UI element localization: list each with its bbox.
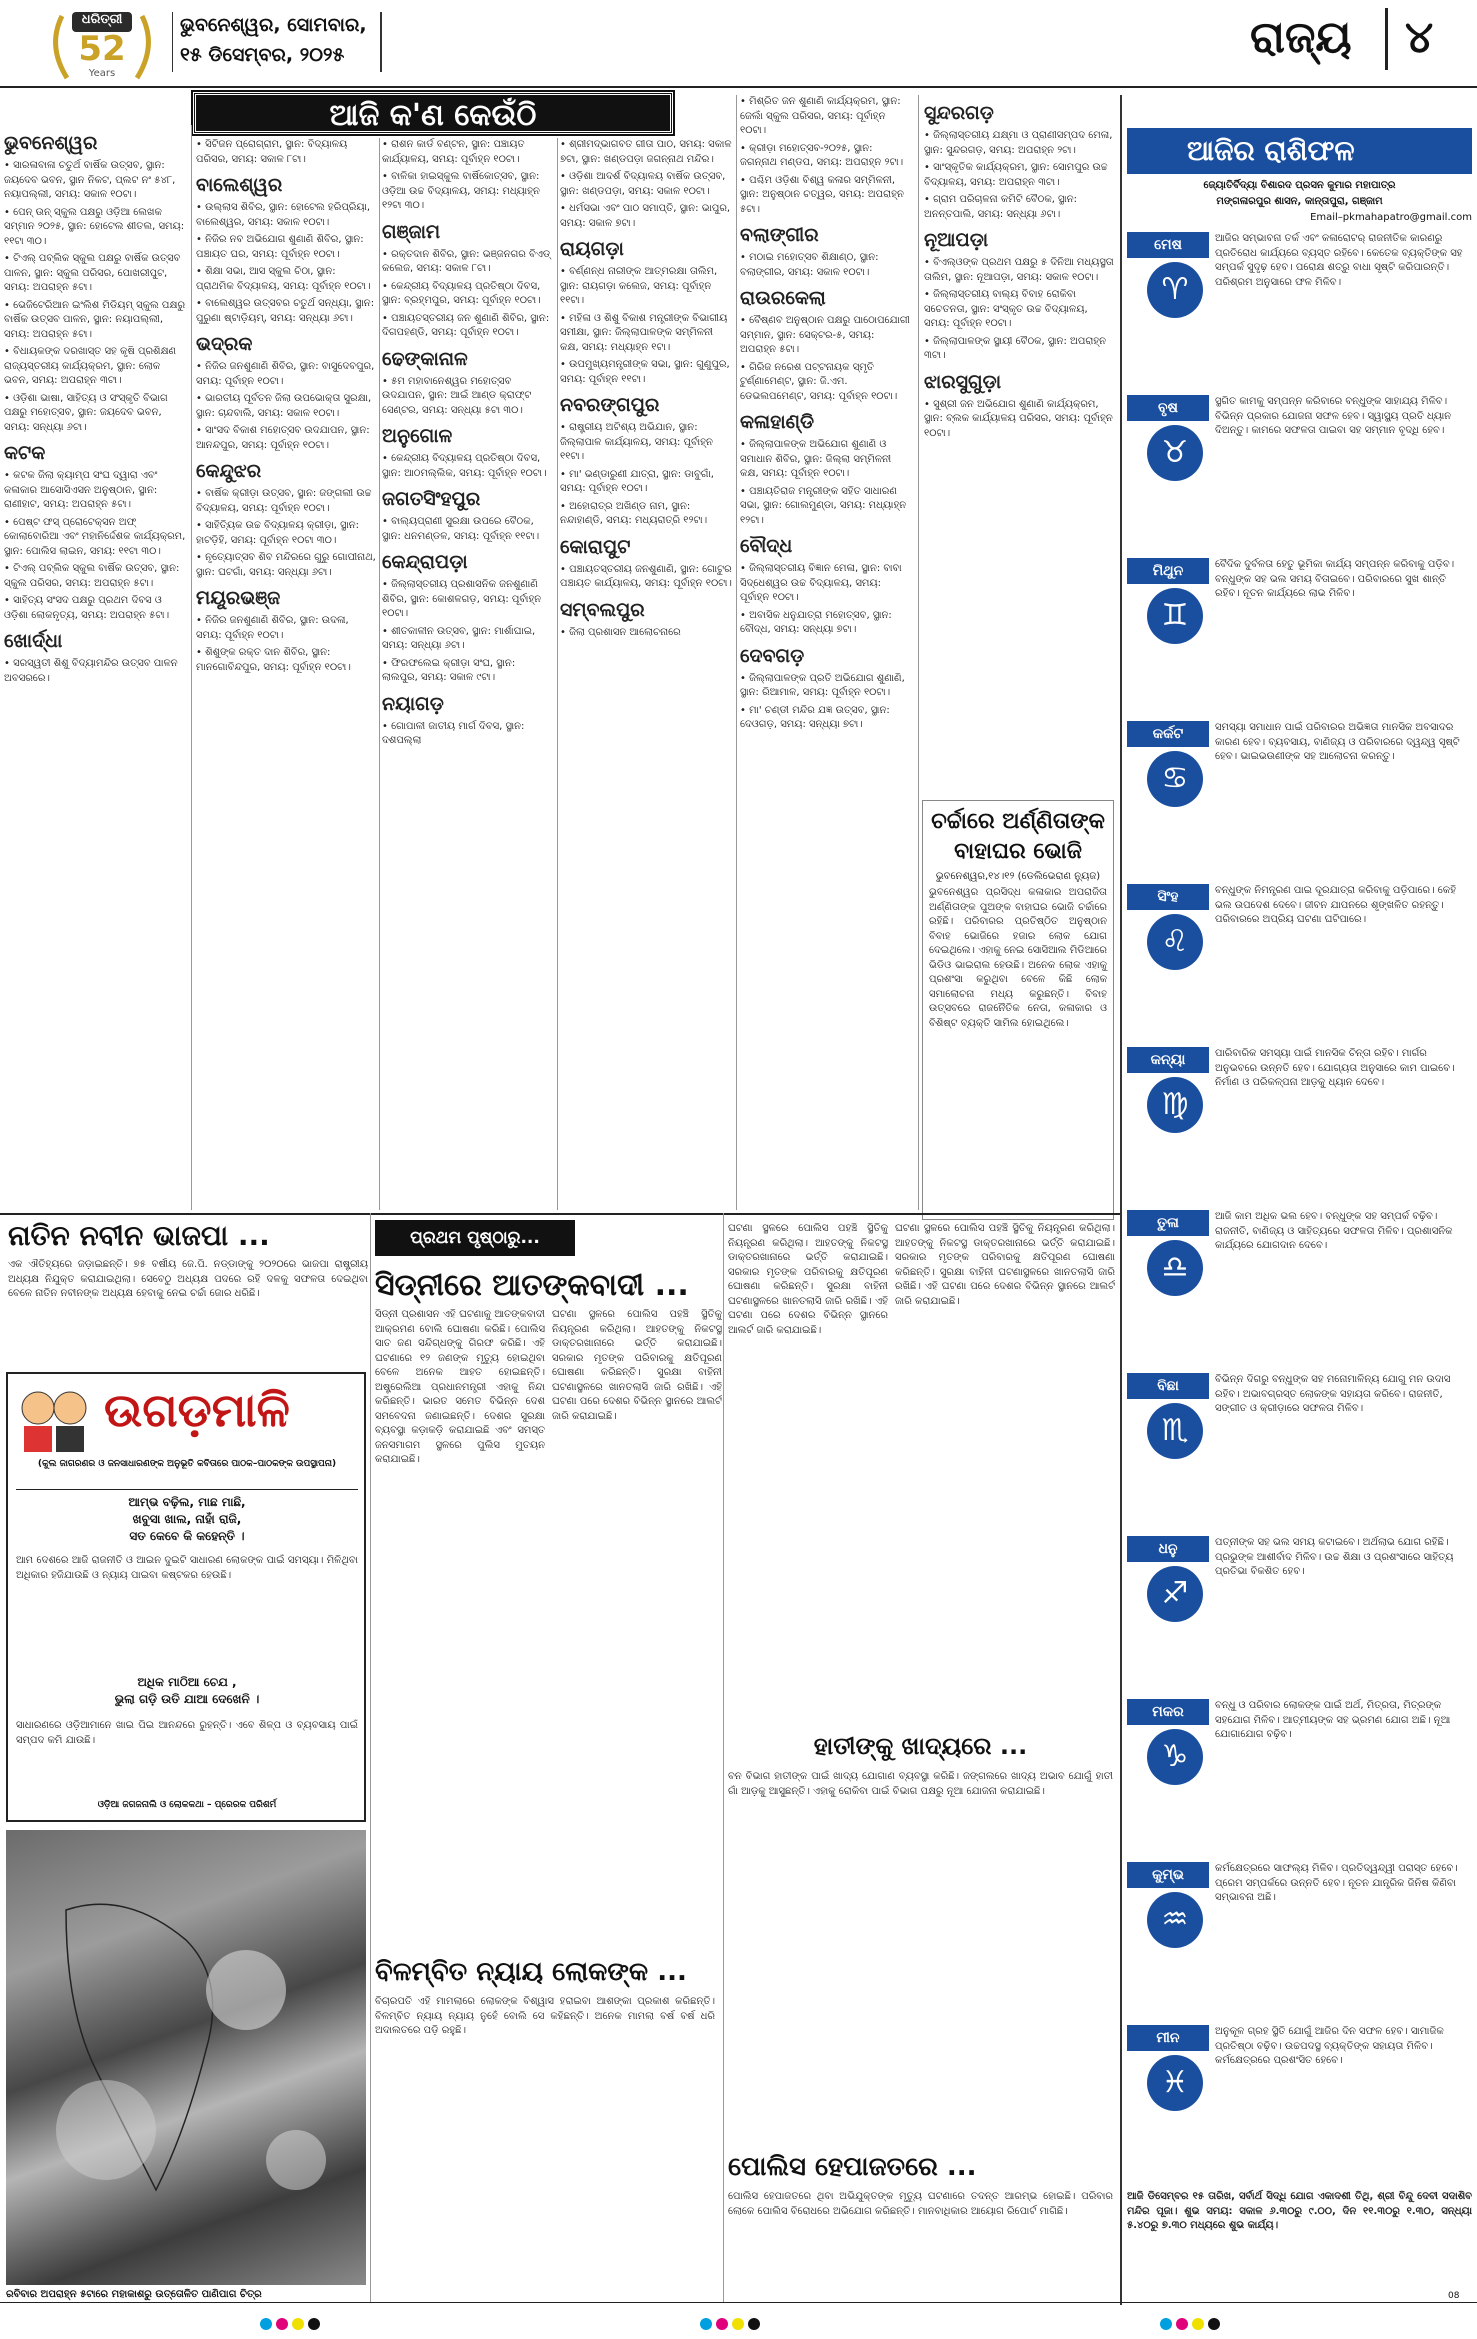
event-entry: • ସିଟିଜନ ପ୍ରୋଗ୍ରାମ, ସ୍ଥାନ: ବିଦ୍ୟାଳୟ ପରିସର, ସମୟ: ସକାଳ ୮ଟା।	[196, 138, 376, 167]
registration-mark	[732, 2318, 744, 2330]
event-entry: • ଜିଲ୍ଲାସ୍ତରୀୟ ପ୍ରଶାସନିକ ଜନଶୁଣାଣି ଶିବିର, ସ୍ଥାନ: କୋଶଳଗଡ଼, ସମୟ: ପୂର୍ବାହ୍ନ ୧୦ଟା।	[382, 578, 554, 622]
event-entry: • ଜିଲା ପ୍ରଶାସନ ଆଲୋଚନାରେ	[560, 626, 732, 641]
weather-map-icon	[6, 1830, 366, 2285]
district-title: ରାୟଗଡ଼ା	[560, 238, 624, 260]
zodiac-icon: ♊	[1147, 588, 1203, 644]
district-title: ଗଞ୍ଜାମ	[382, 220, 441, 243]
event-entry: • ନିଜିର ଜନଶୁଣାଣି ଶିବିର, ସ୍ଥାନ: ଉଦଳା, ସମୟ: ପୂର୍ବାହ୍ନ ୧୦ଟା।	[196, 614, 376, 643]
rashi-row	[1127, 1536, 1472, 1693]
registration-mark	[1208, 2318, 1220, 2330]
footer-page-number: 08	[1448, 2291, 1460, 2301]
event-entry: • ପଞ୍ଚାୟତସ୍ତରୀୟ ଜନ ଶୁଣାଣି ଶିବିର, ସ୍ଥାନ: ଦିଗପହଣ୍ଡି, ସମୟ: ପୂର୍ବାହ୍ନ ୧୦ଟା।	[382, 312, 554, 341]
registration-mark	[1176, 2318, 1188, 2330]
event-entry: • ଜିଲ୍ଲାପାଳଙ୍କ ଅଭିଯୋଗ ଶୁଣାଣି ଓ ସମାଧାନ ଶିବିର, ସ୍ଥାନ: ଜିଲ୍ଲା ସମ୍ମିଳନୀ କକ୍ଷ, ସମୟ: ପୂର୍ବାହ୍ନ ୧୦ଟା।	[740, 438, 912, 482]
cartoon-image	[14, 1380, 94, 1454]
story-mid-col: ଘଟଣା ସ୍ଥଳରେ ପୋଲିସ ପହଞ୍ଚି ସ୍ଥିତିକୁ ନିୟନ୍ତ୍ରଣ କରିଥିଲା। ଆହତଙ୍କୁ ନିକଟସ୍ଥ ଡାକ୍ତରଖାନାରେ ଭର୍ତ୍ତି କରାଯାଇଛି। ସରକାର ମୃତଙ୍କ ପରିବାରକୁ କ୍ଷତିପୂରଣ ଘୋଷଣା କରିଛନ୍ତି। ସୁରକ୍ଷା ବାହିନୀ ଘଟଣାସ୍ଥଳରେ ଖାନତଲାସି ଜାରି ରଖିଛି। ଏହି ଘଟଣା ପରେ ଦେଶର ବିଭିନ୍ନ ସ୍ଥାନରେ ଆଲର୍ଟ ଜାରି କରାଯାଇଛି।	[728, 1223, 888, 1336]
poem-block-2	[16, 1674, 358, 1708]
rashi-row	[1127, 232, 1472, 389]
event-entry: • ମଠାଇ ମହୋତ୍ସବ ଶିକ୍ଷାଣ୍ଠ, ସ୍ଥାନ: ବଲାଙ୍ଗୀର, ସମୟ: ସକାଳ ୧୦ଟା।	[740, 251, 912, 280]
story3-body: ବନ ବିଭାଗ ହାତୀଙ୍କ ପାଇଁ ଖାଦ୍ୟ ଯୋଗାଣ ବ୍ୟବସ୍ଥା କରିଛି। ଜଙ୍ଗଲରେ ଖାଦ୍ୟ ଅଭାବ ଯୋଗୁଁ ହାତୀ ଗାଁ ଆଡ଼କୁ ଆସୁଛନ୍ତି। ଏହାକୁ ରୋକିବା ପାଇଁ ବିଭାଗ ପକ୍ଷରୁ ନୂଆ ଯୋଜନା କରାଯାଇଛି।	[728, 1771, 1113, 1797]
satellite-caption: ରବିବାର ଅପରାହ୍ନ ୫ଟାରେ ମହାକାଶରୁ ଉତ୍ତୋଳିତ ପାଣିପାଗ ଚିତ୍ର	[6, 2289, 262, 2300]
district-title: ବାଲେଶ୍ୱର	[196, 174, 283, 196]
rashi-text: ଆଜିର ସମ୍ଭାବନା ତର୍କ ଏବଂ କଳାରୋଟର୍ ରାଜନୀତିକ କାରଣରୁ ପ୍ରତିରୋଧ କାର୍ଯ୍ୟରେ ବ୍ୟସ୍ତ ରହିବେ। କେତେକ ବ୍ୟକ୍ତିଙ୍କ ସହ ସମ୍ପର୍କ ସୁଦୃଢ଼ ହେବ। ପରୋକ୍ଷ ଶତ୍ରୁ ବାଧା ସୃଷ୍ଟି କରିପାରନ୍ତି। ପରିଶ୍ରମ ଅନୁସାରେ ଫଳ ମିଳିବ।	[1215, 233, 1463, 288]
rashi-text: ସମସ୍ୟା ସମାଧାନ ପାଇଁ ପରିବାରର ଅଭିଜ୍ଞତା ମାନସିକ ଅବସାଦର କାରଣ ହେବ। ବ୍ୟବସାୟ, ବାଣିଜ୍ୟ ଓ ପରିବାରରେ ଦ୍ୱନ୍ଦ୍ୱ ସୃଷ୍ଟି ହେବ। ଭାଇଭଉଣୀଙ୍କ ସହ ଆଲୋଚନା କରନ୍ତୁ।	[1215, 722, 1460, 762]
story2-body: ବିଚାରପତି ଏହି ମାମଲାରେ ଲୋକଙ୍କ ବିଶ୍ୱାସ ହରାଇବା ଆଶଙ୍କା ପ୍ରକାଶ କରିଛନ୍ତି। ବିଳମ୍ବିତ ନ୍ୟାୟ ନ୍ୟାୟ ନୁହେଁ ବୋଲି ସେ କହିଛନ୍ତି। ଅନେକ ମାମଲା ବର୍ଷ ବର୍ଷ ଧରି ଅଦାଲତରେ ପଡ଼ି ରହୁଛି।	[375, 1996, 715, 2036]
event-entry: • ମା' ଭଣ୍ଡାରୁଣୀ ଯାତ୍ରା, ସ୍ଥାନ: ଡାବୁଗାଁ, ସମୟ: ପୂର୍ବାହ୍ନ ୧୦ଟା।	[560, 468, 732, 497]
masthead	[0, 0, 1477, 95]
zodiac-icon: ♋	[1147, 751, 1203, 807]
event-entry: • ବାର୍ଷିକ କ୍ରୀଡ଼ା ଉତ୍ସବ, ସ୍ଥାନ: ଜଙ୍ଗଲୀ ଉଚ୍ଚ ବିଦ୍ୟାଳୟ, ସମୟ: ପୂର୍ବାହ୍ନ ୧୦ଟା।	[196, 487, 376, 516]
event-entry: • ଶିକ୍ଷା ସଭା, ଆସ ସ୍କୁଲ ଚିଠା, ସ୍ଥାନ: ପ୍ରାଥମିକ ବିଦ୍ୟାଳୟ, ସମୟ: ପୂର୍ବାହ୍ନ ୧୦ଟା।	[196, 265, 376, 294]
zodiac-icon: ♐	[1147, 1566, 1203, 1622]
district-title: ଦେବଗଡ଼	[740, 644, 805, 667]
horoscope-address: ମଙ୍ଗଳାରପୁର ଶାସନ, କାନ୍ତାପୁରା, ଗଞ୍ଜାମ	[1216, 196, 1383, 207]
event-entry: • ମିଶ୍ରିତ ଜନ ଶୁଣାଣି କାର୍ଯ୍ୟକ୍ରମ, ସ୍ଥାନ: ଜେଲାଁ ସ୍କୁଲ ପରିସର, ସମୟ: ପୂର୍ବାହ୍ନ ୧୦ଟା।	[740, 95, 912, 139]
zodiac-icon: ♉	[1147, 425, 1203, 481]
logo-years-label: Years	[88, 68, 116, 79]
logo-years: 52	[78, 29, 126, 69]
zodiac-icon: ♍	[1147, 1077, 1203, 1133]
event-entry: • ଜିଲ୍ଲାସ୍ତରୀୟ ଯକ୍ଷ୍ମା ଓ ପ୍ରାଣୀସମ୍ପଦ ମେଳା, ସ୍ଥାନ: ସୁନ୍ଦରଗଡ଼, ସମୟ: ଅପରାହ୍ନ ୨ଟା।	[924, 129, 1114, 158]
event-entry: • ପେନ୍ ଉନ୍ ସ୍କୁଲ ପକ୍ଷରୁ ଓଡ଼ିଆ ଲେଖକ ସମ୍ମାନ ୨୦୨୫, ସ୍ଥାନ: ହୋଟେଲ ଶୀତଲ, ସମୟ: ୧୧ଟା ୩୦।	[4, 206, 188, 250]
rashi-name: ମିଥୁନ	[1127, 558, 1209, 584]
event-entry: • ଟିଏଲ୍ ପବ୍ଲିକ ସ୍କୁଲ ପକ୍ଷରୁ ବାର୍ଷିକ ଉତ୍ସବ ପାଳନ, ସ୍ଥାନ: ସ୍କୁଲ ପରିସର, ପୋଖରୀପୁଟ, ସମୟ: ଅପରାହ୍ନ ୫ଟା।	[4, 252, 188, 296]
rashi-row	[1127, 395, 1472, 552]
rashi-row	[1127, 1047, 1472, 1204]
rashi-row	[1127, 1699, 1472, 1856]
rashi-text: ପାରିବାରିକ ସମସ୍ୟା ପାଇଁ ମାନସିକ ଚିନ୍ତା ରହିବ। ମାର୍ଗର ଅନୁଭବରେ ଉନ୍ନତି ହେବ। ଯୋଗ୍ୟତା ଅନୁସାରେ କାମ ପାଇବେ। ନିର୍ମାଣ ଓ ପରିକଳ୍ପନା ଆଡ଼କୁ ଧ୍ୟାନ ଦେବେ।	[1215, 1048, 1455, 1088]
rashi-text: ସ୍ଥଗିତ କାମକୁ ସମ୍ପନ୍ନ କରିବାରେ ବନ୍ଧୁଙ୍କ ସାହାଯ୍ୟ ମିଳିବ। ବିଭିନ୍ନ ପ୍ରକାର ଯୋଜନା ସଫଳ ହେବ। ସ୍ୱାସ୍ଥ୍ୟ ପ୍ରତି ଧ୍ୟାନ ଦିଅନ୍ତୁ। କାମରେ ସଫଳତା ପାଇବା ସହ ସମ୍ମାନ ବୃଦ୍ଧି ହେବ।	[1215, 396, 1452, 436]
story1-body: ସିଡ୍‌ନୀ ପ୍ରଶାସନ ଏହି ଘଟଣାକୁ ଆତଙ୍କବାଦୀ ଆକ୍ରମଣ ବୋଲି ଘୋଷଣା କରିଛି। ପୋଲିସ ସାତ ଜଣ ସନ୍ଦିଗ୍ଧଙ୍କୁ ଗିରଫ କରିଛି। ଏହି ଘଟଣାରେ ୧୨ ଜଣଙ୍କ ମୃତ୍ୟୁ ହୋଇଥିବା ବେଳେ ଅନେକ ଆହତ ହୋଇଛନ୍ତି। ଅଷ୍ଟ୍ରେଲିଆ ପ୍ରଧାନମନ୍ତ୍ରୀ ଏହାକୁ ନିନ୍ଦା କରିଛନ୍ତି। ଭାରତ ସମେତ ବିଭିନ୍ନ ଦେଶ ସମବେଦନା ଜଣାଇଛନ୍ତି। ଦେଶର ସୁରକ୍ଷା ବ୍ୟବସ୍ଥା କଡ଼ାକଡ଼ି କରାଯାଇଛି ଏବଂ ସମସ୍ତ ଜନସମାଗମ ସ୍ଥଳରେ ପୁଲିସ ମୁତୟନ କରାଯାଇଛି।	[375, 1309, 545, 1465]
event-entry: • କେନ୍ଦ୍ରୀୟ ବିଦ୍ୟାଳୟ ପ୍ରତିଷ୍ଠା ଦିବସ, ସ୍ଥାନ: ବ୍ରହ୍ମପୁର, ସମୟ: ପୂର୍ବାହ୍ନ ୧୦ଟା।	[382, 280, 554, 309]
rashi-row	[1127, 2025, 1472, 2182]
event-entry: • ନିଜିର ଜନଶୁଣାଣି ଶିବିର, ସ୍ଥାନ: ବାସୁଦେବପୁର, ସମୟ: ପୂର୍ବାହ୍ନ ୧୦ଟା।	[196, 360, 376, 389]
page-number: ୪	[1405, 12, 1434, 63]
event-entry: • ବାଲ୍ୟପ୍ରାଣୀ ସୁରକ୍ଷା ଉପରେ ବୈଠକ, ସ୍ଥାନ: ଧନମଣ୍ଡଳ, ସମୟ: ପୂର୍ବାହ୍ନ ୧୧ଟା।	[382, 515, 554, 544]
poem-block	[16, 1494, 358, 1545]
masthead-rule	[0, 86, 1477, 88]
masthead-divider	[172, 12, 173, 72]
box-story-dateline: ଭୁବନେଶ୍ୱର,୧୪।୧୨ (ଡେଲିଭେରାଣ ନ୍ୟୁଜ)	[935, 871, 1101, 882]
rashi-name: କର୍କଟ	[1127, 721, 1209, 747]
event-entry: • ପଞ୍ଚାୟତସ୍ତରୀୟ ଜନଶୁଣାଣି, ସ୍ଥାନ: ଗୋଟୁର ପଞ୍ଚାୟତ କାର୍ଯ୍ୟାଳୟ, ସମୟ: ପୂର୍ବାହ୍ନ ୧୦ଟା।	[560, 563, 732, 592]
rashi-name: ମେଷ	[1127, 232, 1209, 258]
rashi-name: ସିଂହ	[1127, 884, 1209, 910]
event-entry: • ବିଧାୟକଙ୍କ ଦରଖାସ୍ତ ସହ କୃଷି ପ୍ରଶିକ୍ଷଣ ରାଜ୍ୟସ୍ତରୀୟ କାର୍ଯ୍ୟକ୍ରମ, ସ୍ଥାନ: ଲୋକ ଭବନ, ସମୟ: ଅପରାହ୍ନ ୩ଟା।	[4, 345, 188, 389]
rashi-text: ବନ୍ଧୁଙ୍କ ନିମନ୍ତ୍ରଣ ପାଇ ଦୂରଯାତ୍ରା କରିବାକୁ ପଡ଼ିପାରେ। କେହି ଭଲ ଉପଦେଶ ଦେବେ। ଜୀବନ ଯାପନରେ ଶୃଙ୍ଖଳିତ ରହନ୍ତୁ। ପରିବାରରେ ଅପ୍ରିୟ ଘଟଣା ଘଟିପାରେ।	[1215, 885, 1457, 925]
event-entry: • ଓଡ଼ିଶା ଆଦର୍ଶ ବିଦ୍ୟାଳୟ ବାର୍ଷିକ ଉତ୍ସବ, ସ୍ଥାନ: ଖଣ୍ଡପଡ଼ା, ସମୟ: ସକାଳ ୧୦ଟା।	[560, 170, 732, 199]
event-entry: • ପଞ୍ଚାୟତିରାଜ ମନ୍ତ୍ରୀଙ୍କ ସହିତ ସାଧାରଣ ସଭା, ସ୍ଥାନ: ଗୋଲମୁଣ୍ଡା, ସମୟ: ମଧ୍ୟାହ୍ନ ୧୨ଟା।	[740, 485, 912, 529]
story4-body: ପୋଲିସ ହେପାଜତରେ ଥିବା ଅଭିଯୁକ୍ତଙ୍କ ମୃତ୍ୟୁ ଘଟଣାରେ ତଦନ୍ତ ଆରମ୍ଭ ହୋଇଛି। ପରିବାର ଲୋକେ ପୋଲିସ ବିରୋଧରେ ଅଭିଯୋଗ କରିଛନ୍ତି। ମାନବାଧିକାର ଆୟୋଗ ରିପୋର୍ଟ ମାଗିଛି।	[728, 2191, 1113, 2217]
rashi-text: ଅନୁକୂଳ ଗ୍ରହ ସ୍ଥିତି ଯୋଗୁଁ ଆଜିର ଦିନ ସଫଳ ହେବ। ସାମାଜିକ ପ୍ରତିଷ୍ଠା ବଢ଼ିବ। ଉଚ୍ଚପଦସ୍ଥ ବ୍ୟକ୍ତିଙ୍କ ସହାୟତା ମିଳିବ। କର୍ମକ୍ଷେତ୍ରରେ ପ୍ରଶଂସିତ ହେବେ।	[1215, 2026, 1444, 2066]
event-entry: • ସାହିତ୍ୟ ସଂସଦ ପକ୍ଷରୁ ପ୍ରଥମ ଦିବସ ଓ ଓଡ଼ିଶା ଲୋକନୃତ୍ୟ, ସମୟ: ଅପରାହ୍ନ ୫ଟା।	[4, 594, 188, 623]
rashi-name: ତୁଳା	[1127, 1210, 1209, 1236]
event-entry: • ଗିରିଜ ନରେଶ ପଟ୍ଟନାୟକ ସ୍ମୃତି ଟୁର୍ଣ୍ଣାମେଣ୍ଟ, ସ୍ଥାନ: ଜି.ଏମ. ଡେଭଲପମେଣ୍ଟ, ସମୟ: ପୂର୍ବାହ୍ନ ୧୦ଟା।	[740, 361, 912, 405]
event-entry: • ଜିଲ୍ଲାସ୍ତରୀୟ ବାଲ୍ୟ ବିବାହ ରୋକିବା ସଚେତନତା, ସ୍ଥାନ: ସଂସ୍କୃତ ଉଚ୍ଚ ବିଦ୍ୟାଳୟ, ସମୟ: ପୂର୍ବାହ୍ନ ୧୦ଟା।	[924, 288, 1114, 332]
rashi-text: ପତ୍ନୀଙ୍କ ସହ ଭଲ ସମୟ କଟାଇବେ। ଅର୍ଥଲାଭ ଯୋଗ ରହିଛି। ପ୍ରଭୁଙ୍କ ଆଶୀର୍ବାଦ ମିଳିବ। ଉଚ୍ଚ ଶିକ୍ଷା ଓ ପ୍ରଶଂସାରେ ସାହିତ୍ୟ ପ୍ରତିଭା ବିକଶିତ ହେବ।	[1215, 1537, 1454, 1577]
story1-headline: ସିଡ୍‌ନୀରେ ଆତଙ୍କବାଦୀ ...	[375, 1268, 689, 1303]
poem-line: ଭୁଲା ଗଡ଼ି ଉତି ଯାଆ ଦେଖେନି ।	[114, 1692, 260, 1706]
district-title: ନବରଙ୍ଗପୁର	[560, 394, 660, 416]
dateline-place: ଭୁବନେଶ୍ୱର, ସୋମବାର,	[180, 14, 367, 36]
rashi-name: ବୃଷ	[1127, 395, 1209, 421]
front-page-banner-text: ପ୍ରଥମ ପୃଷ୍ଠାରୁ...	[410, 1228, 540, 1248]
zodiac-icon: ♓	[1147, 2055, 1203, 2111]
event-entry: • ନିଜିର ନବ ଅଭିଯୋଗ ଶୁଣାଣି ଶିବିର, ସ୍ଥାନ: ପଞ୍ଚାୟତ ଘର, ସମୟ: ପୂର୍ବାହ୍ନ ୧୦ଟା।	[196, 233, 376, 262]
zodiac-icon: ♒	[1147, 1892, 1203, 1948]
district-title: ଜଗତସିଂହପୁର	[382, 488, 481, 510]
poem-body: ଆମ ଦେଶରେ ଆଜି ରାଜନୀତି ଓ ଆଇନ ଦୁଇଟି ସାଧାରଣ ଲୋକଙ୍କ ପାଇଁ ସମସ୍ୟା। ମିଳିଥିବା ଅଧିକାର ହଜିଯାଉଛି ଓ ନ୍ୟାୟ ପାଇବା କଷ୍ଟକର ହେଉଛି।	[16, 1555, 358, 1581]
registration-mark	[700, 2318, 712, 2330]
zodiac-icon: ♈	[1147, 262, 1203, 318]
district-title: ଅନୁଗୋଳ	[382, 425, 453, 447]
story-right-col: ଘଟଣା ସ୍ଥଳରେ ପୋଲିସ ପହଞ୍ଚି ସ୍ଥିତିକୁ ନିୟନ୍ତ୍ରଣ କରିଥିଲା। ଆହତଙ୍କୁ ନିକଟସ୍ଥ ଡାକ୍ତରଖାନାରେ ଭର୍ତ୍ତି କରାଯାଇଛି। ସରକାର ମୃତଙ୍କ ପରିବାରକୁ କ୍ଷତିପୂରଣ ଘୋଷଣା କରିଛନ୍ତି। ସୁରକ୍ଷା ବାହିନୀ ଘଟଣାସ୍ଥଳରେ ଖାନତଲାସି ଜାରି ରଖିଛି। ଏହି ଘଟଣା ପରେ ଦେଶର ବିଭିନ୍ନ ସ୍ଥାନରେ ଆଲର୍ଟ ଜାରି କରାଯାଇଛି।	[895, 1223, 1115, 1307]
section-title: ରାଜ୍ୟ	[1250, 12, 1352, 63]
event-entry: • ଉଲ୍ଲାସ ଶିବିର, ସ୍ଥାନ: ହୋଟେଲ ହରିପ୍ରିୟା, ବାଲେଶ୍ୱର, ସମୟ: ସକାଳ ୧୦ଟା।	[196, 201, 376, 230]
zodiac-icon: ♑	[1147, 1729, 1203, 1785]
registration-mark	[716, 2318, 728, 2330]
event-entry: • ଗୋପାଳୀ ଜାତୀୟ ମାର୍ଗ ଦିବସ, ସ୍ଥାନ: ଦଶପଲ୍ଲା	[382, 720, 554, 749]
registration-mark	[292, 2318, 304, 2330]
poem-body-2: ସାଧାରଣରେ ଓଡ଼ିଆମାନେ ଖାଇ ପିଇ ଆନନ୍ଦରେ ରୁହନ୍ତି। ଏବେ ଶିଳ୍ପ ଓ ବ୍ୟବସାୟ ପାଇଁ ସମ୍ପଦ କମି ଯାଉଛି।	[16, 1720, 358, 1746]
horoscope-footer: ଆଜି ଡିସେମ୍ବର ୧୫ ତାରିଖ, ସର୍ବାର୍ଥ ସିଦ୍ଧି ଯୋଗ ଏକାଦଶୀ ତିଥି, ଶ୍ରୀ ବିନ୍ଦୁ ଦେବୀ ସଦାଶିବ ମନ୍ଦିର ପୂଜା। ଶୁଭ ସମୟ: ସକାଳ ୬.୩୦ରୁ ୯.୦୦, ଦିନ ୧୧.୩୦ରୁ ୧.୩୦, ସନ୍ଧ୍ୟା ୫.୪୦ରୁ ୭.୩୦ ମଧ୍ୟରେ ଶୁଭ କାର୍ଯ୍ୟ।	[1127, 2191, 1472, 2231]
rashi-name: କନ୍ୟା	[1127, 1047, 1209, 1073]
events-col-2	[196, 138, 376, 1210]
box-story-body: ଭୁବନେଶ୍ୱର ପ୍ରସିଦ୍ଧ କଳାକାର ଅପରାଜିତା ଅର୍ଣ୍ଣିତାଙ୍କ ପୁଅଙ୍କ ବାହାଘର ଭୋଜି ଚର୍ଚ୍ଚାରେ ରହିଛି। ପରିବାରର ପ୍ରତିଷ୍ଠିତ ଅନୁଷ୍ଠାନ ବିବାହ ଭୋଜିରେ ହଜାର ଲୋକ ଯୋଗ ଦେଇଥିଲେ। ଏହାକୁ ନେଇ ସୋସିଆଲ ମିଡିଆରେ ଭିଡିଓ ଭାଇରାଲ ହେଉଛି। ଅନେକ ଲୋକ ଏହାକୁ ପ୍ରଶଂସା କରୁଥିବା ବେଳେ କିଛି ଲୋକ ସମାଲୋଚନା ମଧ୍ୟ କରୁଛନ୍ତି। ବିବାହ ଉତ୍ସବରେ ରାଜନୈତିକ ନେତା, କଳାକାର ଓ ବିଶିଷ୍ଟ ବ୍ୟକ୍ତି ସାମିଲ ହୋଇଥିଲେ।	[929, 887, 1107, 1029]
ad-title: ଉଗଡ଼ମାଳି	[104, 1383, 290, 1437]
event-entry: • ସାରଳାବାଳା ଚତୁର୍ଥ ବାର୍ଷିକ ଉତ୍ସବ, ସ୍ଥାନ: ଜୟଦେବ ଭବନ, ସ୍ଥାନ ନିକଟ, ପ୍ଲଟ ନଂ ୫୪୮, ନୟାପଲ୍ଲୀ, ସମୟ: ସକାଳ ୧୦ଟା।	[4, 159, 188, 203]
rashi-text: କର୍ମକ୍ଷେତ୍ରରେ ସାଫଲ୍ୟ ମିଳିବ। ପ୍ରତିଦ୍ୱନ୍ଦ୍ୱୀ ପରାସ୍ତ ହେବେ। ପ୍ରେମ ସମ୍ପର୍କରେ ଉନ୍ନତି ହେବ। ନୂତନ ଯାନ୍ତ୍ରିକ ଜିନିଷ କିଣିବା ସମ୍ଭାବନା ଅଛି।	[1215, 1863, 1458, 1903]
registration-mark	[1192, 2318, 1204, 2330]
dateline-date: ୧୫ ଡିସେମ୍ବର, ୨୦୨୫	[180, 44, 345, 66]
registration-mark	[276, 2318, 288, 2330]
event-entry: • ଶ୍ରୀମଦ୍ଭାଗବତ ଗୀତା ପାଠ, ସମୟ: ସକାଳ ୭ଟା, ସ୍ଥାନ: ଖଣ୍ଡପଡ଼ା ଜଗନ୍ନାଥ ମନ୍ଦିର।	[560, 138, 732, 167]
events-col-6	[924, 95, 1114, 795]
event-entry: • ଟିଏଲ୍ ପବ୍ଲିକ ସ୍କୁଲ ବାର୍ଷିକ ଉତ୍ସବ, ସ୍ଥାନ: ସ୍କୁଲ ପରିସର, ସମୟ: ଅପରାହ୍ନ ୫ଟା।	[4, 562, 188, 591]
front-page-banner	[375, 1220, 575, 1256]
event-entry: • ଶିଶୁଙ୍କ ରକ୍ତ ଦାନ ଶିବିର, ସ୍ଥାନ: ମାନଗୋବିନ୍ଦପୁର, ସମୟ: ପୂର୍ବାହ୍ନ ୧୦ଟା।	[196, 646, 376, 675]
registration-mark	[308, 2318, 320, 2330]
district-title: ଢେଙ୍କାନାଳ	[382, 347, 468, 370]
poem-line: ଖବୁସା ଖାଲ, ନାହାଁ ରାଜି,	[132, 1512, 242, 1526]
rashi-text: ଆଜି କାମ ଅଧିକ ଭଲ ହେବ। ବନ୍ଧୁଙ୍କ ସହ ସମ୍ପର୍କ ବଢ଼ିବ। ରାଜନୀତି, ବାଣିଜ୍ୟ ଓ ସାହିତ୍ୟରେ ସଫଳତା ମିଳିବ। ପ୍ରଶାସନିକ କାର୍ଯ୍ୟରେ ଯୋଗଦାନ ଦେବେ।	[1215, 1211, 1453, 1251]
zodiac-icon: ♎	[1147, 1240, 1203, 1296]
event-entry: • ରକ୍ତଦାନ ଶିବିର, ସ୍ଥାନ: ଭଞ୍ଜନଗର ବିଏଡ୍ କଲେଜ, ସମୟ: ସକାଳ ୮ଟା।	[382, 248, 554, 277]
ad-credit: ଓଡ଼ିଆ ଜଗଜନାଲି ଓ ଲୋକକଥା – ପ୍ରେରକ ପରିଶର୍ମ	[97, 1800, 277, 1810]
rashi-name: ମୀନ	[1127, 2025, 1209, 2051]
district-title: ସମ୍ବଲପୁର	[560, 598, 645, 621]
event-entry: • ଜିଲ୍ଲାପାଳଙ୍କ ପ୍ରତି ଅଭିଯୋଗ ଶୁଣାଣି, ସ୍ଥାନ: ରିଆମାଳ, ସମୟ: ପୂର୍ବାହ୍ନ ୧୦ଟା।	[740, 672, 912, 701]
district-title: କଳାହାଣ୍ଡି	[740, 411, 815, 433]
poem-line: ଆମ୍ଭ ବଢ଼ିଲ, ମାଛ ମାଛି,	[128, 1495, 246, 1509]
event-entry: • ପେଷ୍ଟ ଫସ୍ ପ୍ରୋଟେକ୍ସନ ଅଫ୍ କୋଲାବୋରିଆ ଏବଂ ମହାନିର୍ଦ୍ଦେଶକ କାର୍ଯ୍ୟକ୍ରମ, ସ୍ଥାନ: ପୋଲିସ ଲାଇନ, ସମୟ: ୧୧ଟା ୩୦।	[4, 516, 188, 560]
event-entry: • ଅହୋରାତ୍ର ଅଖିଣ୍ଡ ନାମ, ସ୍ଥାନ: ନନ୍ଦାହାଣ୍ଡି, ସମୟ: ମଧ୍ୟରାତ୍ରି ୧୨ଟା।	[560, 500, 732, 529]
district-title: ନୂଆପଡ଼ା	[924, 229, 989, 251]
event-entry: • ଭାରତୀୟ ପୂର୍ବତନ ଜିଲା ଉପଭୋକ୍ତା ସୁରକ୍ଷା, ସ୍ଥାନ: ଚାନ୍ଦବାଲି, ସମୟ: ସକାଳ ୧୦ଟା।	[196, 392, 376, 421]
event-entry: • ସାହିତ୍ୟିକ ଉଚ୍ଚ ବିଦ୍ୟାଳୟ କ୍ରୀଡ଼ା, ସ୍ଥାନ: ହାଟଡ଼ିହି, ସମୟ: ପୂର୍ବାହ୍ନ ୧୦ଟା ୩୦।	[196, 519, 376, 548]
poem-line: ଅଧିକ ମାଠିଆ ଚେଯ ,	[137, 1675, 237, 1689]
events-col-3	[382, 138, 554, 1210]
horoscope-header	[1127, 128, 1472, 174]
event-entry: • ସରସ୍ୱତୀ ଶିଶୁ ବିଦ୍ୟାମନ୍ଦିର ଉତ୍ସବ ପାଳନ ଅବସରରେ।	[4, 657, 188, 686]
event-entry: • ନୃତ୍ୟୋତ୍ସବ ଶିବ ମନ୍ଦିରରେ ଗୁରୁ ଗୋପୀନାଥ, ସ୍ଥାନ: ଘଟଗାଁ, ସମୟ: ସନ୍ଧ୍ୟା ୬ଟା।	[196, 551, 376, 580]
rashi-name: ବିଛା	[1127, 1373, 1209, 1399]
events-col-5	[740, 95, 912, 1195]
event-entry: • ଧର୍ମସଭା ଏବଂ ପାଠ ସମାପ୍ତି, ସ୍ଥାନ: ଭାପୁର, ସମୟ: ସକାଳ ୭ଟା।	[560, 202, 732, 231]
poem-line: ସତ କେବେ କି କହେନ୍ତି ।	[129, 1529, 245, 1543]
events-col-4	[560, 138, 732, 1210]
district-title: ଭଦ୍ରକ	[196, 333, 253, 355]
event-entry: • ବାଳିକା ହାଇସ୍କୁଲ ବାର୍ଷିକୋତ୍ସବ, ସ୍ଥାନ: ଓଡ଼ିଆ ଉଚ୍ଚ ବିଦ୍ୟାଳୟ, ସମୟ: ମଧ୍ୟାହ୍ନ ୧୨ଟା ୩୦।	[382, 170, 554, 214]
event-entry: • କେନ୍ଦ୍ରୀୟ ବିଦ୍ୟାଳୟ ପ୍ରତିଷ୍ଠା ଦିବସ, ସ୍ଥାନ: ଆଠମଲ୍ଲିକ, ସମୟ: ପୂର୍ବାହ୍ନ ୧୦ଟା।	[382, 452, 554, 481]
event-entry: • କଟକ ଜିଲା କ୍ୟାମ୍ପ ସଂଘ ଦ୍ୱାରା ଏବଂ କଳାକାର ଆସୋସିଏସନ ଅନୁଷ୍ଠାନ, ସ୍ଥାନ: ରାଣୀହାଟ, ସମୟ: ଅପରାହ୍ନ ୫ଟା।	[4, 469, 188, 513]
event-entry: • ବିଏଲ୍ଓଙ୍କ ପ୍ରଥମ ପକ୍ଷରୁ ୫ ଦିନିଆ ମଧ୍ୟସ୍ଥତା ତାଲିମ, ସ୍ଥାନ: ନୂଆପଡ଼ା, ସମୟ: ସକାଳ ୧୦ଟା।	[924, 256, 1114, 285]
rashi-name: ଧନୁ	[1127, 1536, 1209, 1562]
rashi-text: ବନ୍ଧୁ ଓ ପରିବାର ଲୋକଙ୍କ ପାଇଁ ଅର୍ଥ, ମିତ୍ରତା, ମିତ୍ରଙ୍କ ସହଯୋଗ ମିଳିବ। ଆତ୍ମୀୟଙ୍କ ସହ ଭ୍ରମଣ ଯୋଗ ଅଛି। ନୂଆ ଯୋଗାଯୋଗ ବଢ଼ିବ।	[1215, 1700, 1451, 1740]
event-entry: • ସାଂସଦ ବିକାଶ ମହୋତ୍ସବ ଉଦଯାପନ, ସ୍ଥାନ: ଆନନ୍ଦପୁର, ସମୟ: ପୂର୍ବାହ୍ନ ୧୦ଟା।	[196, 424, 376, 453]
event-entry: • ରାଷ୍ଟ୍ରୀୟ ଅଟିଶ୍ୟ ଅଭିଯାନ, ସ୍ଥାନ: ଜିଲ୍ଲାପାଳ କାର୍ଯ୍ୟାଳୟ, ସମୟ: ପୂର୍ବାହ୍ନ ୧୧ଟା।	[560, 421, 732, 465]
section-divider	[1385, 8, 1388, 70]
bottom-left-headline: ନାତିନ ନବୀନ ଭାଜପା ...	[8, 1219, 270, 1252]
rashi-row	[1127, 1210, 1472, 1367]
event-entry: • ମହିଳା ଓ ଶିଶୁ ବିକାଶ ମନ୍ତ୍ରୀଙ୍କ ବିଭାଗୀୟ ସମୀକ୍ଷା, ସ୍ଥାନ: ଜିଲ୍ଲାପାଳଙ୍କ ସମ୍ମିଳନୀ କକ୍ଷ, ସମୟ: ମଧ୍ୟାହ୍ନ ୧ଟା।	[560, 312, 732, 356]
rashi-name: କୁମ୍ଭ	[1127, 1862, 1209, 1888]
district-title: କେନ୍ଦୁଝର	[196, 460, 262, 482]
event-entry: • ଜିଲ୍ଲାପାଳଙ୍କ ସ୍ଥାୟୀ ବୈଠକ, ସ୍ଥାନ: ଅପରାହ୍ନ ୩ଟା।	[924, 335, 1114, 364]
horoscope-author: ଜ୍ୟୋତିର୍ବିଦ୍ୟା ବିଶାରଦ ପ୍ରସନ କୁମାର ମହାପାତ୍ର	[1203, 180, 1396, 191]
rashi-row	[1127, 884, 1472, 1041]
story3-headline: ହାତୀଙ୍କୁ ଖାଦ୍ୟରେ ...	[813, 1732, 1028, 1760]
event-entry: • ପଶ୍ଚିମ ଓଡ଼ିଶା ବିଶ୍ୱ କଳାର ସମ୍ମିଳନୀ, ସ୍ଥାନ: ଅନୁଷ୍ଠାନ ଚତ୍ୱର, ସମୟ: ଅପରାହ୍ନ ୫ଟା।	[740, 174, 912, 218]
event-entry: • ଅବାସିକ ଧନୁଯାତ୍ରା ମହୋତ୍ସବ, ସ୍ଥାନ: ବୌଦ୍ଧ, ସମୟ: ସନ୍ଧ୍ୟା ୭ଟା।	[740, 609, 912, 638]
event-entry: • ବୈଷ୍ଣବ ଅନୁଷ୍ଠାନ ପକ୍ଷରୁ ପାଠୋପଯୋଗୀ ସମ୍ମାନ, ସ୍ଥାନ: ସେକ୍ଟର-୫, ସମୟ: ଅପରାହ୍ନ ୫ଟା।	[740, 314, 912, 358]
event-entry: • ବର୍ଣ୍ଣନ୍ଧ ନାରୀଙ୍କ ଆତ୍ମରକ୍ଷା ତାଲିମ, ସ୍ଥାନ: ରାୟଗଡ଼ା କଲେଜ, ସମୟ: ପୂର୍ବାହ୍ନ ୧୧ଟା।	[560, 265, 732, 309]
event-entry: • ରାଶନ କାର୍ଡ ବଣ୍ଟନ, ସ୍ଥାନ: ପଞ୍ଚାୟତ କାର୍ଯ୍ୟାଳୟ, ସମୟ: ପୂର୍ବାହ୍ନ ୧୦ଟା।	[382, 138, 554, 167]
district-title: ଝାରସୁଗୁଡ଼ା	[924, 370, 1002, 393]
horoscope-email: Email–pkmahapatro@gmail.com	[1310, 212, 1472, 223]
district-title: କଟକ	[4, 442, 46, 464]
cartoon-icon	[14, 1380, 94, 1454]
registration-mark	[260, 2318, 272, 2330]
rashi-row	[1127, 1373, 1472, 1530]
event-entry: • ଗ୍ରାମ ପରିଚାଳନା କମିଟି ବୈଠକ, ସ୍ଥାନ: ଅନନ୍ତପାଲି, ସମୟ: ସନ୍ଧ୍ୟା ୬ଟା।	[924, 193, 1114, 222]
event-entry: • ଜିଲ୍ଲାସ୍ତରୀୟ ବିଜ୍ଞାନ ମେଳା, ସ୍ଥାନ: ବାବା ସିଦ୍ଧେଶ୍ୱର ଉଚ୍ଚ ବିଦ୍ୟାଳୟ, ସମୟ: ପୂର୍ବାହ୍ନ ୧୦ଟା।	[740, 562, 912, 606]
district-title: କେନ୍ଦ୍ରାପଡ଼ା	[382, 551, 468, 573]
event-entry: • ଶୀତକାଳୀନ ଉତ୍ସବ, ସ୍ଥାନ: ମାର୍ଶାଘାଇ, ସମୟ: ସନ୍ଧ୍ୟା ୬ଟା।	[382, 625, 554, 654]
events-header	[193, 92, 673, 134]
registration-mark	[1160, 2318, 1172, 2330]
district-title: ବଲାଙ୍ଗୀର	[740, 224, 819, 246]
event-entry: • ଭେଜିଟେରିଆନ ଇଂଲିଶ ମିଡିୟମ୍ ସ୍କୁଲ ପକ୍ଷରୁ ବାର୍ଷିକ ଉତ୍ସବ ପାଳନ, ସ୍ଥାନ: ନୟାପଲ୍ଲୀ, ସମୟ: ଅପରାହ୍ନ ୫ଟା।	[4, 299, 188, 343]
ad-box	[6, 1372, 366, 1822]
district-title: ନୟାଗଡ଼	[382, 692, 444, 715]
district-title: ବୌଦ୍ଧ	[740, 535, 793, 557]
district-title: ରାଉରକେଲା	[740, 287, 826, 309]
district-title: ସୁନ୍ଦରଗଡ଼	[924, 102, 994, 124]
event-entry: • ସାଂସ୍କୃତିକ କାର୍ଯ୍ୟକ୍ରମ, ସ୍ଥାନ: ସୋମପୁର ଉଚ୍ଚ ବିଦ୍ୟାଳୟ, ସମୟ: ଅପରାହ୍ନ ୩ଟା।	[924, 161, 1114, 190]
event-entry: • ଫିରଫଲେଇ କ୍ରୀଡ଼ା ସଂଘ, ସ୍ଥାନ: ଲାଲପୁର, ସମୟ: ସକାଳ ୯ଟା।	[382, 657, 554, 686]
events-col-1	[4, 125, 188, 1210]
district-title: ଖୋର୍ଦ୍ଧା	[4, 630, 63, 652]
rashi-text: ବିଭିନ୍ନ ଦିଗରୁ ବନ୍ଧୁଙ୍କ ସହ ମନୋମାଳିନ୍ୟ ଯୋଗୁ ମନ ଉଦାସ ରହିବ। ଅଭାବଗ୍ରସ୍ତ ଲୋକଙ୍କ ସହାୟତା କରିବେ। ରାଜନୀତି, ସଙ୍ଗୀତ ଓ କ୍ରୀଡ଼ାରେ ସଫଳତା ମିଳିବ।	[1215, 1374, 1451, 1414]
zodiac-icon: ♏	[1147, 1403, 1203, 1459]
rashi-name: ମକର	[1127, 1699, 1209, 1725]
district-title: ମୟୂରଭଞ୍ଜ	[196, 587, 281, 609]
logo-text: ଧରିତ୍ରୀ	[81, 12, 123, 27]
event-entry: • କ୍ରୀଡ଼ା ମହୋତ୍ସବ-୨୦୨୫, ସ୍ଥାନ: ଜଗନ୍ନାଥ ମଣ୍ଡପ, ସମୟ: ଅପରାହ୍ନ ୨ଟା।	[740, 142, 912, 171]
box-story-title: ଚର୍ଚ୍ଚାରେ ଅର୍ଣ୍ଣିତାଙ୍କ ବାହାଘର ଭୋଜି	[931, 809, 1105, 864]
district-title: ଭୁବନେଶ୍ୱର	[4, 132, 98, 154]
event-entry: • ବାଲେଶ୍ୱର ଉତ୍ସବର ଚତୁର୍ଥ ସନ୍ଧ୍ୟା, ସ୍ଥାନ: ପୁରୁଣା ଷ୍ଟାଡ଼ିୟମ୍, ସମୟ: ସନ୍ଧ୍ୟା ୬ଟା।	[196, 297, 376, 326]
bottom-left-body: ଏକ ଐତିହ୍ୟରେ ଜଡ଼ାଇଛନ୍ତି। ୭୫ ବର୍ଷୀୟ ଜେ.ପି. ନଡ୍ଡାଙ୍କୁ ୨୦୨୦ରେ ଭାଜପା ରାଷ୍ଟ୍ରୀୟ ଅଧ୍ୟକ୍ଷ ନିଯୁକ୍ତ କରାଯାଇଥିଲା। ସେବେଠୁ ଅଧ୍ୟକ୍ଷ ପଦରେ ରହି ଦଳକୁ ସଫଳତା ଦେଇଥିବା ବେଳେ ନାତିନ ନବୀନଙ୍କ ଅଧ୍ୟକ୍ଷ ହେବାକୁ ନେଇ ଚର୍ଚ୍ଚା ଜୋର ଧରିଛି।	[8, 1259, 368, 1299]
satellite-image	[6, 1830, 366, 2285]
rashi-text: ବୈଦିକ ଦୁର୍ବଳତା ହେତୁ ଭୂମିକା କାର୍ଯ୍ୟ ସମ୍ପନ୍ନ କରିବାକୁ ପଡ଼ିବ। ବନ୍ଧୁଙ୍କ ସହ ଭଲ ସମୟ ବିତାଇବେ। ପରିବାରରେ ସୁଖ ଶାନ୍ତି ରହିବ। ନୂତନ କାର୍ଯ୍ୟରେ ଲାଭ ମିଳିବ।	[1215, 559, 1455, 599]
events-header-text: ଆଜି କ'ଣ କେଉଁଠି	[329, 98, 537, 133]
registration-mark	[748, 2318, 760, 2330]
box-story	[922, 800, 1114, 1220]
rashi-row	[1127, 721, 1472, 878]
event-entry: • ଓଡ଼ିଶା ଭାଷା, ସାହିତ୍ୟ ଓ ସଂସ୍କୃତି ବିଭାଗ ପକ୍ଷରୁ ମହୋତ୍ସବ, ସ୍ଥାନ: ଜୟଦେବ ଭବନ, ସମୟ: ସନ୍ଧ୍ୟା ୬ଟା।	[4, 392, 188, 436]
event-entry: • ମା' ଚଣ୍ଡୀ ମନ୍ଦିର ଯଜ୍ଞ ଉତ୍ସବ, ସ୍ଥାନ: ଦେଓଗଡ଼, ସମୟ: ସନ୍ଧ୍ୟା ୭ଟା।	[740, 704, 912, 733]
zodiac-icon: ♌	[1147, 914, 1203, 970]
logo	[42, 6, 162, 86]
rashi-row	[1127, 1862, 1472, 2019]
masthead-divider-2	[380, 12, 382, 72]
story4-headline: ପୋଲିସ ହେପାଜତରେ ...	[728, 2152, 977, 2182]
event-entry: • ୫ମ ମହାବାନେଶ୍ୱର ମହୋତ୍ସବ ଉଦଯାପନ, ସ୍ଥାନ: ଆଇଁ ଆଣ୍ଡ କ୍ରାଫ୍ଟ ସେଣ୍ଟର, ସମୟ: ସନ୍ଧ୍ୟା ୫ଟା ୩୦।	[382, 375, 554, 419]
event-entry: • ସୁଶ୍ରୀ ଜନ ଅଭିଯୋଗ ଶୁଣାଣି କାର୍ଯ୍ୟକ୍ରମ, ସ୍ଥାନ: ବ୍ଲକ କାର୍ଯ୍ୟାଳୟ ପରିସର, ସମୟ: ପୂର୍ବାହ୍ନ ୧୦ଟା।	[924, 398, 1114, 442]
district-title: କୋରାପୁଟ	[560, 535, 631, 558]
rashi-row	[1127, 558, 1472, 715]
horoscope-header-text: ଆଜିର ରାଶିଫଳ	[1187, 134, 1355, 167]
story2-headline: ବିଳମ୍ବିତ ନ୍ୟାୟ ଲୋକଙ୍କ ...	[375, 1957, 687, 1987]
ad-subtitle: (କୁଲ ଜାଗରଣର ଓ ଜନସାଧାରଣଙ୍କ ଅନୁଭୂତି କବିତାରେ ପାଠକ–ପାଠକଙ୍କ ଉପସ୍ଥାପନା)	[37, 1459, 337, 1469]
event-entry: • ଉପମୁଖ୍ୟମନ୍ତ୍ରୀଙ୍କ ସଭା, ସ୍ଥାନ: ଗୁଣୁପୁର, ସମୟ: ପୂର୍ବାହ୍ନ ୧୧ଟା।	[560, 358, 732, 387]
story1-body-cont: ଘଟଣା ସ୍ଥଳରେ ପୋଲିସ ପହଞ୍ଚି ସ୍ଥିତିକୁ ନିୟନ୍ତ୍ରଣ କରିଥିଲା। ଆହତଙ୍କୁ ନିକଟସ୍ଥ ଡାକ୍ତରଖାନାରେ ଭର୍ତ୍ତି କରାଯାଇଛି। ସରକାର ମୃତଙ୍କ ପରିବାରକୁ କ୍ଷତିପୂରଣ ଘୋଷଣା କରିଛନ୍ତି। ସୁରକ୍ଷା ବାହିନୀ ଘଟଣାସ୍ଥଳରେ ଖାନତଲାସି ଜାରି ରଖିଛି। ଏହି ଘଟଣା ପରେ ଦେଶର ବିଭିନ୍ନ ସ୍ଥାନରେ ଆଲର୍ଟ ଜାରି କରାଯାଇଛି।	[552, 1309, 722, 1422]
